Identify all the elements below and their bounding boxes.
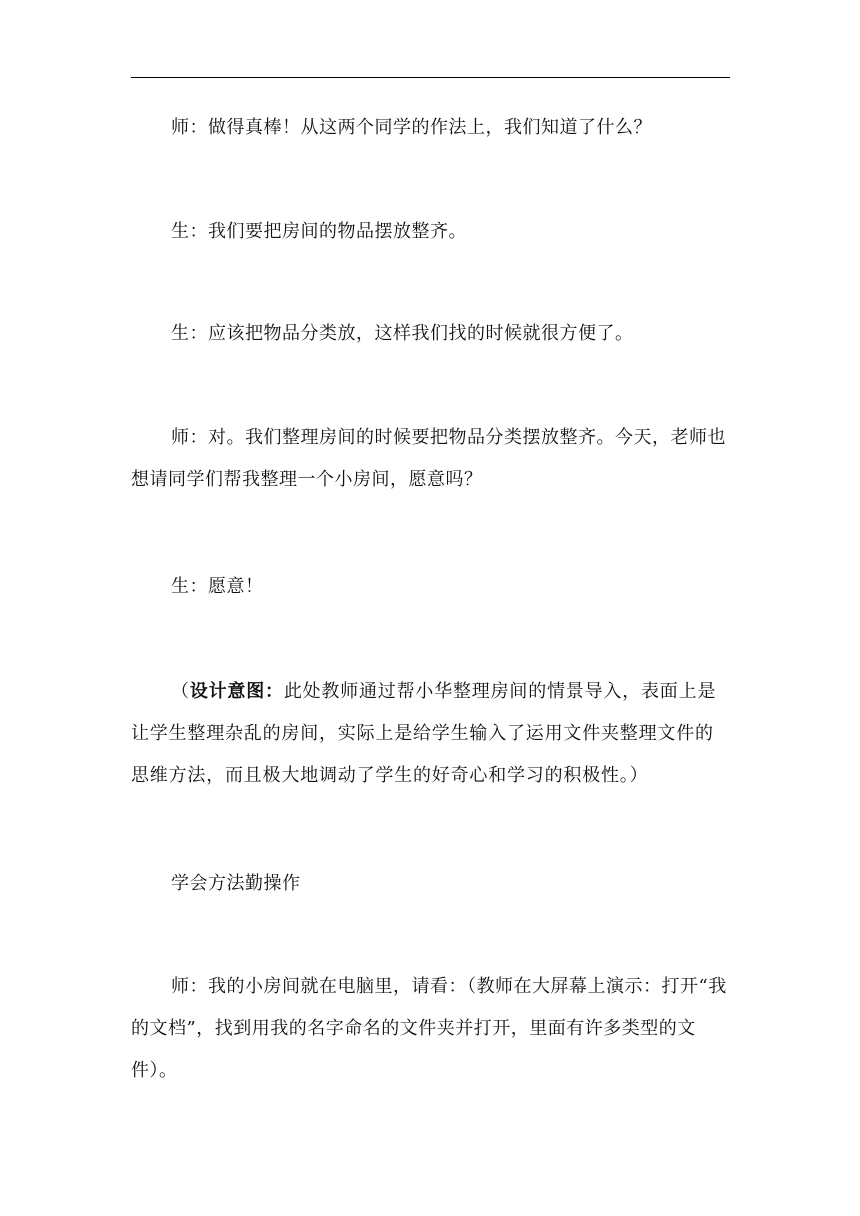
note-open-paren: （ [171,681,190,702]
design-intent-text: 此处教师通过帮小华整理房间的情景导入，表面上是让学生整理杂乱的房间，实际上是给学生输入了运用文件夹整理文件的思维方法，而且极大地调动了学生的好奇心和学习的积极性。） [131,681,717,786]
paragraph-design-intent [131,671,730,797]
header-rule [131,77,730,78]
section-heading: 学会方法勤操作 [171,873,301,894]
design-intent-label: 设计意图： [189,681,284,702]
paragraph-student-answer-2: 生：应该把物品分类放，这样我们找的时候就很方便了。 [171,323,634,344]
paragraph-student-answer-1: 生：我们要把房间的物品摆放整齐。 [171,221,467,242]
paragraph-teacher-praise: 师：做得真棒！从这两个同学的作法上，我们知道了什么？ [171,117,652,138]
paragraph-teacher-request: 师：对。我们整理房间的时候要把物品分类摆放整齐。今天，老师也想请同学们帮我整理一个小房间，愿意吗？ [131,427,726,490]
paragraph-student-agree: 生：愿意！ [171,576,264,597]
paragraph-teacher-demo: 师：我的小房间就在电脑里，请看：（教师在大屏幕上演示：打开“我的文档”，找到用我的名字命名的文件夹并打开，里面有许多类型的文件）。 [131,976,727,1081]
